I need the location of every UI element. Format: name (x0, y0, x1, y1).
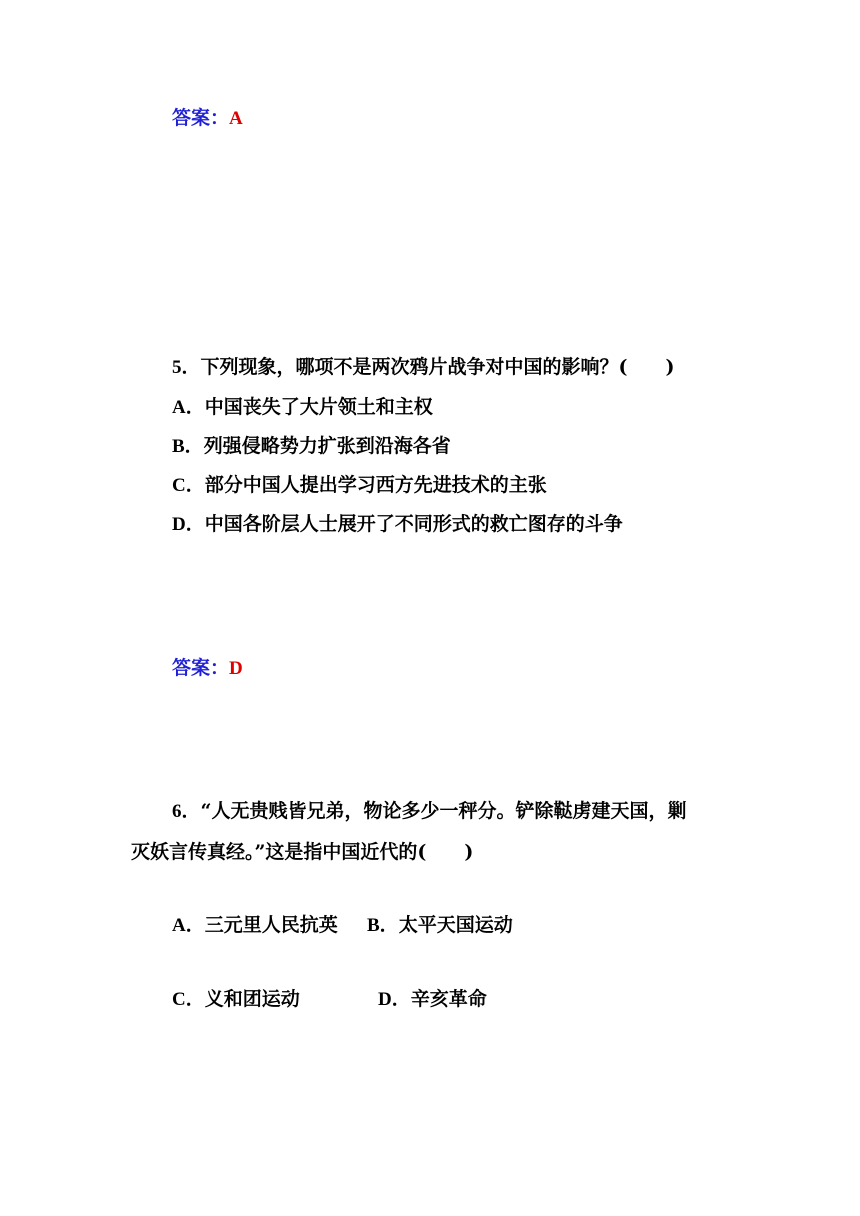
answer-4 (172, 106, 243, 131)
option-letter: A． (172, 915, 205, 936)
option-text: 三元里人民抗英 (204, 914, 338, 936)
option-letter: C． (172, 989, 205, 1010)
option-text: 中国丧失了大片领土和主权 (204, 396, 433, 418)
question-6-stem-line-2 (131, 840, 473, 864)
question-number: 6． (172, 801, 201, 822)
question-6-stem-line-1 (172, 799, 686, 824)
question-5-option-c (172, 473, 547, 498)
question-6-option-c (172, 987, 300, 1012)
option-letter: B． (172, 436, 204, 457)
question-5-option-d (172, 512, 623, 537)
answer-value: A (229, 108, 243, 129)
option-text: 列强侵略势力扩张到沿海各省 (203, 435, 451, 457)
question-5-option-a (172, 395, 433, 420)
option-text: 太平天国运动 (398, 914, 513, 936)
question-6-option-b (367, 913, 513, 938)
answer-5 (172, 656, 243, 681)
answer-label: 答案： (172, 657, 230, 679)
option-text: 中国各阶层人士展开了不同形式的救亡图存的斗争 (204, 513, 623, 535)
question-6-options-row-1 (172, 913, 338, 938)
option-text: 辛亥革命 (410, 988, 487, 1010)
question-5-stem (172, 355, 675, 380)
option-letter: D． (172, 514, 205, 535)
question-6-option-d (378, 987, 487, 1012)
question-number: 5． (172, 357, 201, 378)
option-text: 部分中国人提出学习西方先进技术的主张 (204, 474, 547, 496)
option-letter: C． (172, 475, 205, 496)
question-5-option-b (172, 434, 451, 459)
option-letter: B． (367, 915, 399, 936)
question-text: “人无贵贱皆兄弟，物论多少一秤分。铲除鞑虏建天国，剿 (200, 800, 687, 822)
answer-value: D (229, 658, 243, 679)
answer-label: 答案： (172, 107, 230, 129)
question-text: 灭妖言传真经。”这是指中国近代的( ) (131, 841, 474, 863)
option-letter: A． (172, 397, 205, 418)
option-letter: D． (378, 989, 411, 1010)
option-text: 义和团运动 (204, 988, 300, 1010)
question-text: 下列现象，哪项不是两次鸦片战争对中国的影响？( ) (200, 356, 675, 378)
